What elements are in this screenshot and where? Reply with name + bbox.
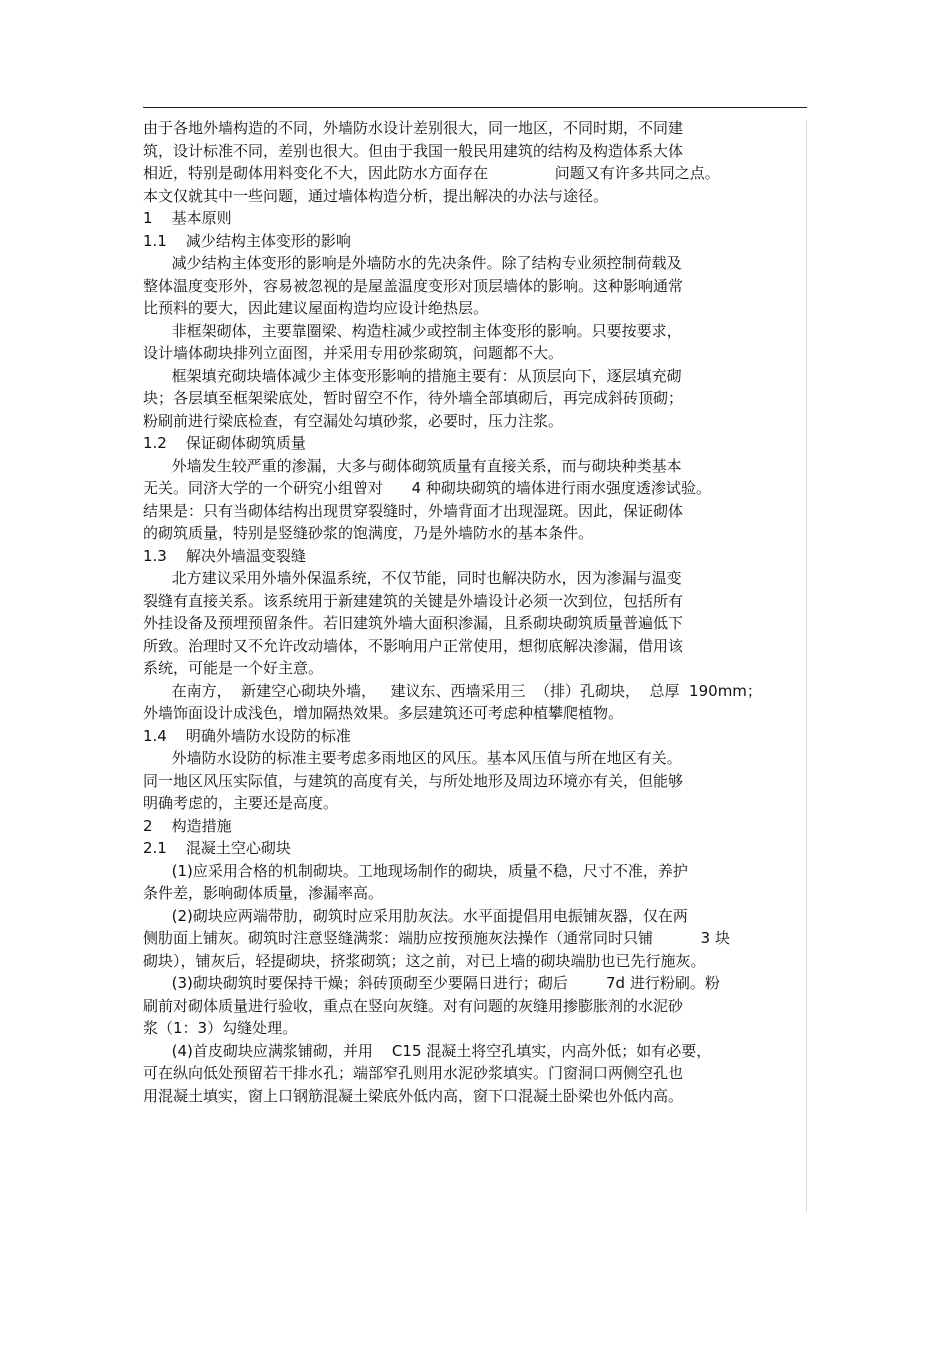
text-line: 外挂设备及预埋预留条件。若旧建筑外墙大面积渗漏，且系砌块砌筑质量普遍低下: [143, 614, 684, 632]
text-line: 刷前对砌体质量进行验收，重点在竖向灰缝。对有问题的灰缝用掺膨胀剂的水泥砂: [143, 996, 684, 1015]
text-line: 设计墙体砌块排列立面图，并采用专用砂浆砌筑，问题都不大。: [143, 344, 564, 362]
text-line: 明确考虑的，主要还是高度。: [143, 794, 339, 812]
text-line: (2)砌块应两端带肋，砌筑时应采用肋灰法。水平面提倡用电振铺灰器，仅在两: [143, 906, 688, 925]
subsection-heading: 1.1 减少结构主体变形的影响: [143, 231, 351, 250]
subsection-heading: 1.2 保证砌体砌筑质量: [143, 434, 306, 452]
text-line: 同一地区风压实际值，与建筑的高度有关，与所处地形及周边环境亦有关，但能够: [143, 771, 684, 790]
text-line: 外墙发生较严重的渗漏，大多与砌体砌筑质量有直接关系，而与砌块种类基本: [143, 456, 682, 475]
text-line: 筑，设计标准不同，差别也很大。但由于我国一般民用建筑的结构及构造体系大体: [143, 141, 684, 160]
subsection-heading: 2.1 混凝土空心砌块: [143, 839, 291, 857]
text-line: (3)砌块砌筑时要保持干燥；斜砖顶砌至少要隔日进行；砌后 7d 进行粉刷。粉: [143, 974, 720, 992]
text-line: 外墙防水设防的标准主要考虑多雨地区的风压。基本风压值与所在地区有关。: [143, 749, 682, 767]
text-line: 所致。治理时又不允许改动墙体，不影响用户正常使用，想彻底解决渗漏，借用该: [143, 636, 684, 655]
text-line: 结果是：只有当砌体结构出现贯穿裂缝时，外墙背面才出现湿斑。因此，保证砌体: [143, 501, 684, 520]
text-line: 可在纵向低处预留若干排水孔；端部窄孔则用水泥砂浆填实。门窗洞口两侧空孔也: [143, 1064, 684, 1082]
document-body: [143, 117, 808, 1107]
text-line: 由于各地外墙构造的不同，外墙防水设计差别很大，同一地区，不同时期，不同建: [143, 119, 684, 137]
text-line: 裂缝有直接关系。该系统用于新建建筑的关键是外墙设计必须一次到位，包括所有: [143, 591, 684, 610]
text-line: 浆（1：3）勾缝处理。: [143, 1019, 298, 1037]
text-line: 砌块），铺灰后，轻提砌块，挤浆砌筑；这之前，对已上墙的砌块端肋也已先行施灰。: [143, 951, 706, 970]
text-line: 的砌筑质量，特别是竖缝砂浆的饱满度，乃是外墙防水的基本条件。: [143, 524, 594, 542]
text-line: 条件差，影响砌体质量，渗漏率高。: [143, 884, 384, 902]
text-line: 无关。同济大学的一个研究小组曾对 4 种砌块砌筑的墙体进行雨水强度透渗试验。: [143, 479, 711, 497]
subsection-heading: 1.3 解决外墙温变裂缝: [143, 546, 306, 565]
text-line: 北方建议采用外墙外保温系统，不仅节能，同时也解决防水，因为渗漏与温变: [143, 569, 682, 587]
text-line: 在南方， 新建空心砌块外墙， 建议东、西墙采用三 （排）孔砌块， 总厚 190mm；: [143, 681, 762, 700]
text-line: 非框架砌体，主要靠圈梁、构造柱减少或控制主体变形的影响。只要按要求，: [143, 321, 682, 340]
top-rule: [143, 107, 807, 108]
text-line: 粉刷前进行梁底检查，有空漏处勾填砂浆，必要时，压力注浆。: [143, 411, 564, 430]
subsection-heading: 1.4 明确外墙防水设防的标准: [143, 726, 351, 745]
section-heading: 2 构造措施: [143, 816, 232, 835]
text-line: 块；各层填至框架梁底处，暂时留空不作，待外墙全部填砌后，再完成斜砖顶砌；: [143, 389, 684, 407]
text-line: 用混凝土填实，窗上口钢筋混凝土梁底外低内高，窗下口混凝土卧梁也外低内高。: [143, 1086, 684, 1105]
text-line: 减少结构主体变形的影响是外墙防水的先决条件。除了结构专业须控制荷载及: [143, 254, 682, 272]
text-line: (1)应采用合格的机制砌块。工地现场制作的砌块，质量不稳，尺寸不准，养护: [143, 861, 688, 880]
text-line: 比预料的要大，因此建议屋面构造均应设计绝热层。: [143, 299, 489, 317]
text-line: 外墙饰面设计成浅色，增加隔热效果。多层建筑还可考虑种植攀爬植物。: [143, 704, 624, 722]
text-line: 整体温度变形外，容易被忽视的是屋盖温度变形对顶层墙体的影响。这种影响通常: [143, 276, 684, 295]
text-line: 侧肋面上铺灰。砌筑时注意竖缝满浆：端肋应按预施灰法操作（通常同时只铺 3 块: [143, 929, 730, 947]
text-line: (4)首皮砌块应满浆铺砌，并用 C15 混凝土将空孔填实，内高外低；如有必要，: [143, 1041, 712, 1060]
text-line: 系统，可能是一个好主意。: [143, 659, 324, 677]
text-line: 相近，特别是砌体用料变化不大，因此防水方面存在 问题又有许多共同之点。: [143, 164, 720, 182]
text-line: 框架填充砌块墙体减少主体变形影响的措施主要有：从顶层向下，逐层填充砌: [143, 366, 682, 385]
text-line: 本文仅就其中一些问题，通过墙体构造分析，提出解决的办法与途径。: [143, 186, 609, 205]
section-heading: 1 基本原则: [143, 209, 232, 227]
